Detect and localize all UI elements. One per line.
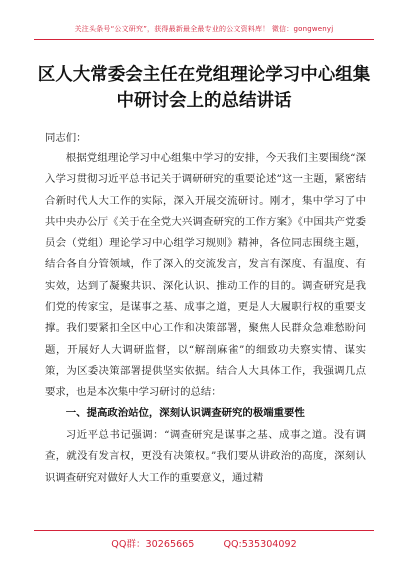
footer-divider bbox=[34, 530, 374, 531]
body-paragraph-2: 习近平总书记强调：“调查研究是谋事之基、成事之道。没有调查，就没有发言权，更没有决策权。”我们要从讲政治的高度，深刻认识调查研究对做好人大工作的重要意义，通过精 bbox=[45, 429, 366, 484]
header-divider bbox=[34, 39, 374, 40]
document-title: 区人大常委会主任在党组理论学习中心组集中研讨会上的总结讲话 bbox=[37, 65, 371, 111]
body-paragraph-1: 根据党组理论学习中心组集中学习的安排，今天我们主要围绕“深入学习贯彻习近平总书记关于调研研究的重要论述”这一主题，紧密结合新时代人大工作的实际，深入开展交流研讨。刚才，集中学习了中共中央办公厅《关于在全党大兴调查研究的工作方案》《中国共产党委员会（党组）理论学习中心组学习规则》精神，各位同志围绕主题，结合各自分管领域，作了深入的交流发言，发言有深度、有温度、有实效，达到了凝聚共识、深化认识、推动工作的目的。调查研究是我们党的传家宝，是谋事之基、成事之道，更是人大履职行权的重要支撑。我们要紧扣全区中心工作和决策部署，聚焦人民群众急难愁盼问题，开展好人大调研监督，以“解剖麻雀”的细致功夫察实情、谋实策，为区委决策部署提供坚实依据。结合人大具体工作，我强调几点要求，也是本次集中学习研讨的总结： bbox=[45, 152, 366, 399]
section-heading-1: 一、提高政治站位，深刻认识调查研究的极端重要性 bbox=[65, 407, 305, 419]
footer-qq-group: QQ群：30265665 bbox=[111, 539, 195, 550]
footer-qq: QQ:535304092 bbox=[223, 539, 297, 550]
footer-contact bbox=[34, 536, 374, 550]
header-promo-text: 关注头条号“公文研究”，获得最新最全最专业的公文资料库！ 微信：gongwenyj bbox=[74, 25, 334, 33]
salutation: 同志们： bbox=[45, 132, 87, 144]
